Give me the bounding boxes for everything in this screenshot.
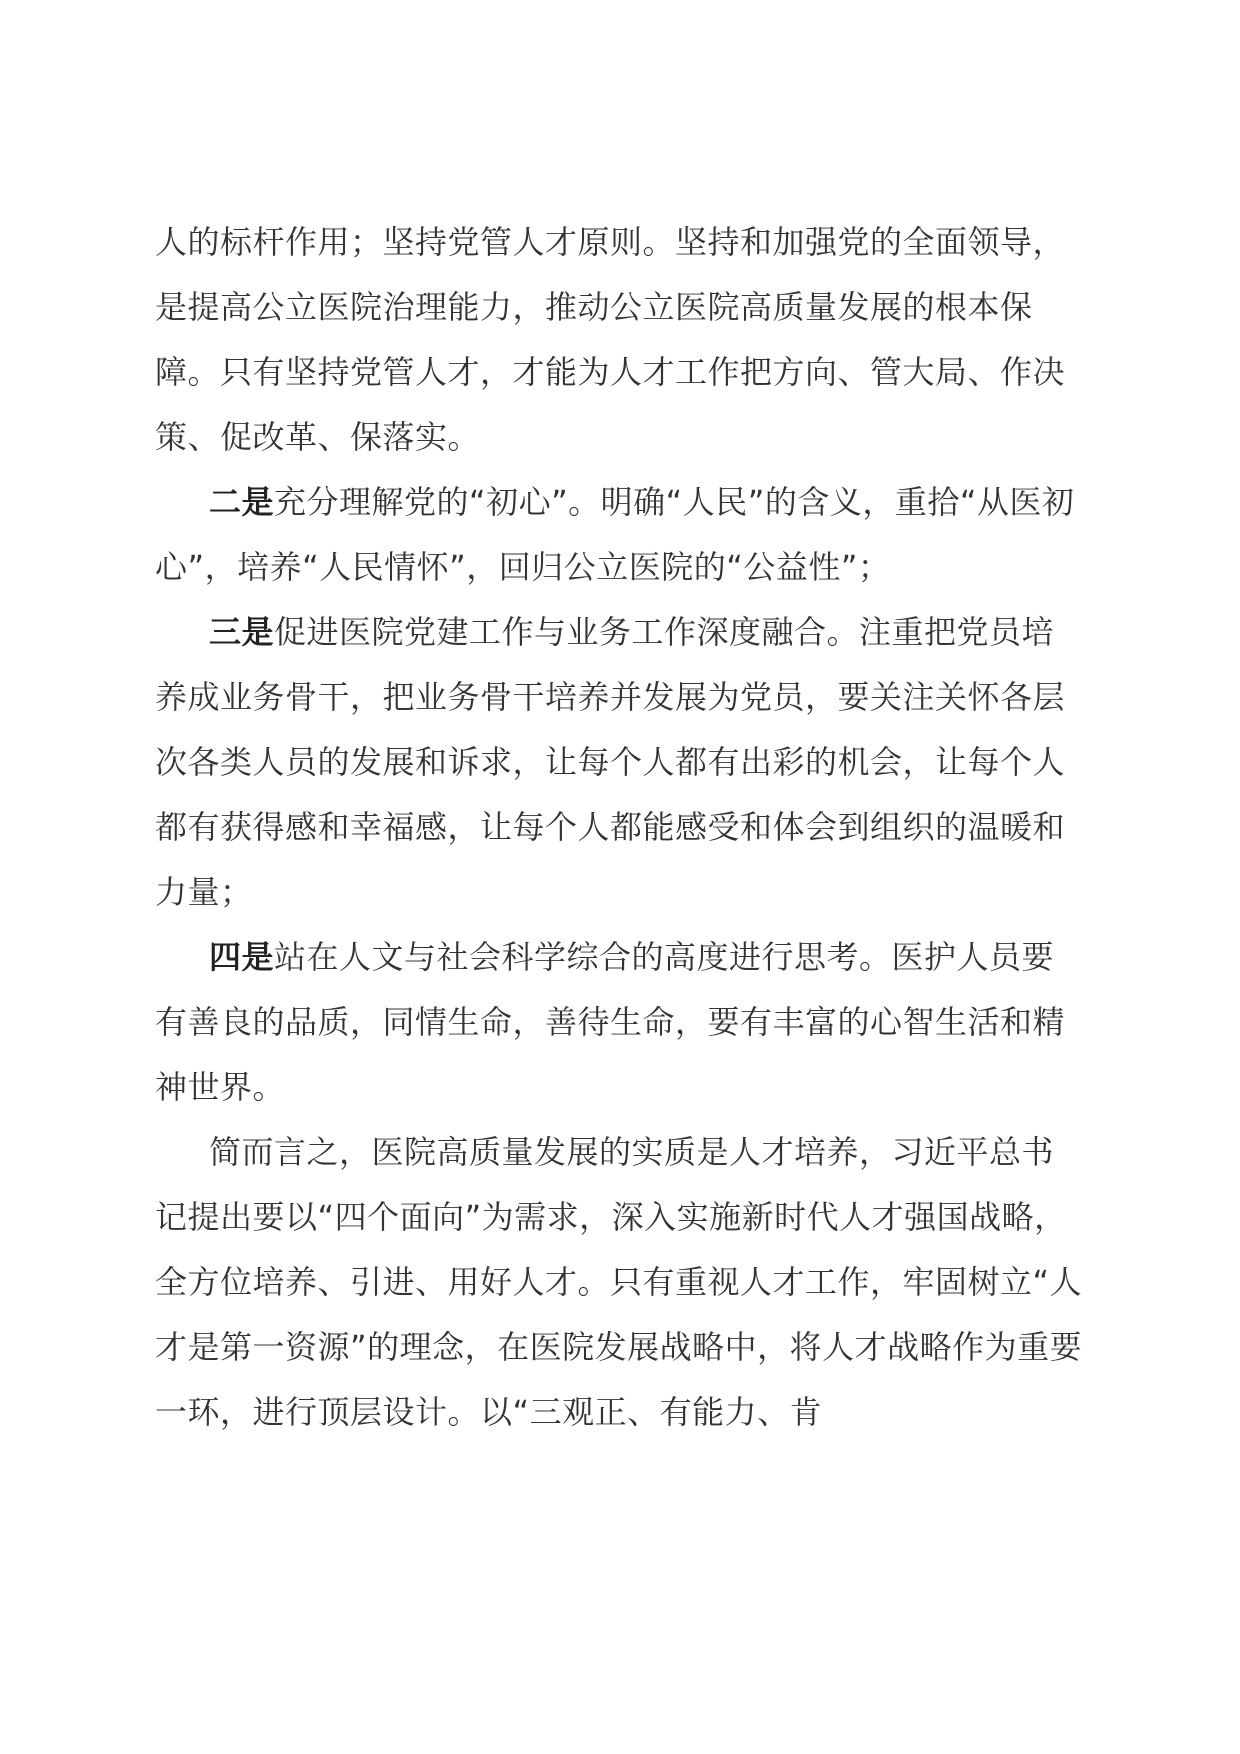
- paragraph-1-text: 人的标杆作用；坚持党管人才原则。坚持和加强党的全面领导，是提高公立医院治理能力，推动公立医院高质量发展的根本保障。只有坚持党管人才，才能为人才工作把方向、管大局、作决策、促改革、保落实。: [155, 223, 1066, 456]
- paragraph-3: [155, 600, 1085, 925]
- paragraph-3-lead: 三是: [209, 613, 275, 651]
- paragraph-2-text: 充分理解党的“初心”。明确“人民”的含义，重拾“从医初心”，培养“人民情怀”，回归公立医院的“公益性”；: [155, 483, 1075, 586]
- paragraph-5: [155, 1120, 1085, 1445]
- paragraph-1: [155, 210, 1085, 470]
- paragraph-4-lead: 四是: [209, 938, 275, 976]
- paragraph-4-text: 站在人文与社会科学综合的高度进行思考。医护人员要有善良的品质，同情生命，善待生命，要有丰富的心智生活和精神世界。: [155, 938, 1066, 1106]
- paragraph-2-lead: 二是: [209, 483, 275, 521]
- paragraph-5-text: 简而言之，医院高质量发展的实质是人才培养，习近平总书记提出要以“四个面向”为需求，深入实施新时代人才强国战略，全方位培养、引进、用好人才。只有重视人才工作，牢固树立“人才是第一资源”的理念，在医院发展战略中，将人才战略作为重要一环，进行顶层设计。以“三观正、有能力、肯: [155, 1133, 1083, 1431]
- paragraph-3-text: 促进医院党建工作与业务工作深度融合。注重把党员培养成业务骨干，把业务骨干培养并发展为党员，要关注关怀各层次各类人员的发展和诉求，让每个人都有出彩的机会，让每个人都有获得感和幸福感，让每个人都能感受和体会到组织的温暖和力量；: [155, 613, 1066, 911]
- document-body: [155, 210, 1085, 1445]
- paragraph-2: [155, 470, 1085, 600]
- paragraph-4: [155, 925, 1085, 1120]
